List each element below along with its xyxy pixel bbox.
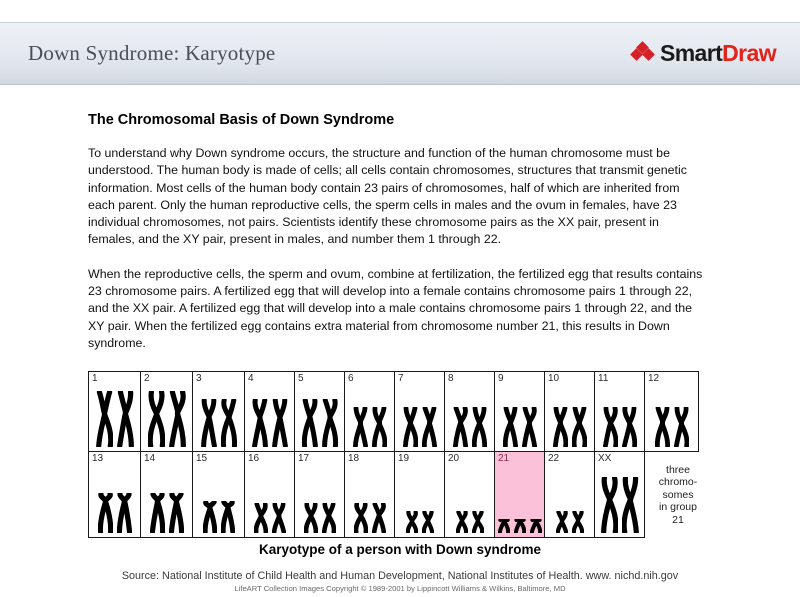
karyotype-cell-21[interactable] — [494, 451, 545, 538]
chromosome-glyph — [472, 511, 484, 533]
paragraph-2: When the reproductive cells, the sperm and ovum, combine at fertilization, the fertilized egg that results contains 23 chromosome pairs. A fertilized egg that will develop into a female contains chromosome pairs 1 through 22, and the XX pair. A fertilized egg that will develop into a male contains chromosome pairs 1 through 22, and the XY pair. When the fertilized egg contains extra material from chromosome number 21, this results in Down syndrome. — [88, 266, 703, 350]
trisomy-annotation-line: 21 — [672, 513, 684, 526]
diamond-cluster-icon — [632, 43, 653, 64]
karyotype-cell-label: 19 — [398, 453, 410, 464]
karyotype-cell-20[interactable] — [444, 451, 495, 538]
karyotype-cell-XX[interactable] — [594, 451, 645, 538]
chromosome-glyph — [272, 399, 288, 447]
chromosome-glyph — [304, 503, 318, 533]
karyotype-cell-14[interactable] — [140, 451, 193, 538]
chromosome-pair — [495, 407, 544, 447]
chromosome-pair — [89, 391, 140, 447]
chromosome-pair — [595, 477, 644, 533]
karyotype-cell-label: 10 — [548, 373, 560, 384]
karyotype-cell-label: 3 — [196, 373, 202, 384]
trisomy-annotation-line: three — [666, 463, 690, 476]
chromosome-glyph — [254, 503, 268, 533]
chromosome-glyph — [221, 399, 237, 447]
page-header — [0, 22, 800, 85]
karyotype-cell-11[interactable] — [594, 371, 645, 452]
chromosome-glyph — [603, 407, 618, 447]
chromosome-glyph — [353, 407, 368, 447]
karyotype-cell-2[interactable] — [140, 371, 193, 452]
karyotype-cell-label: 9 — [498, 373, 504, 384]
chromosome-glyph — [655, 407, 670, 447]
chromosome-pair — [295, 399, 344, 447]
chromosome-pair — [345, 407, 394, 447]
chromosome-glyph — [117, 493, 132, 533]
karyotype-cell-label: 17 — [298, 453, 310, 464]
chromosome-glyph — [453, 407, 468, 447]
chromosome-glyph — [272, 503, 286, 533]
karyotype-cell-8[interactable] — [444, 371, 495, 452]
karyotype-cell-label: 5 — [298, 373, 304, 384]
chromosome-glyph — [622, 407, 637, 447]
section-heading: The Chromosomal Basis of Down Syndrome — [88, 112, 395, 128]
karyotype-cell-18[interactable] — [344, 451, 395, 538]
chromosome-glyph — [203, 501, 217, 533]
chromosome-glyph — [117, 391, 134, 447]
chromosome-glyph — [96, 391, 113, 447]
smartdraw-logo — [632, 40, 776, 67]
chromosome-glyph — [403, 407, 418, 447]
karyotype-cell-label: 21 — [498, 453, 510, 464]
chromosome-pair — [245, 399, 294, 447]
chromosome-pair — [445, 407, 494, 447]
chromosome-glyph — [422, 407, 437, 447]
karyotype-cell-15[interactable] — [192, 451, 245, 538]
karyotype-cell-label: 22 — [548, 453, 560, 464]
chromosome-glyph — [252, 399, 268, 447]
chromosome-pair — [193, 399, 244, 447]
karyotype-cell-9[interactable] — [494, 371, 545, 452]
figure-source: Source: National Institute of Child Health and Human Development, National Institutes of Health. www. nichd.nih.gov — [121, 570, 679, 582]
chromosome-glyph — [322, 399, 338, 447]
karyotype-cell-label: 18 — [348, 453, 360, 464]
karyotype-cell-label: XX — [598, 453, 612, 464]
karyotype-cell-6[interactable] — [344, 371, 395, 452]
chromosome-glyph — [572, 407, 587, 447]
chromosome-glyph — [601, 477, 618, 533]
karyotype-cell-10[interactable] — [544, 371, 595, 452]
chromosome-glyph — [522, 407, 537, 447]
karyotype-cell-label: 11 — [598, 373, 609, 384]
karyotype-cell-17[interactable] — [294, 451, 345, 538]
chromosome-pair — [89, 493, 140, 533]
karyotype-cell-label: 4 — [248, 373, 254, 384]
chromosome-glyph — [406, 511, 418, 533]
figure-copyright: LifeART Collection Images Copyright © 1989-2001 by Lippincott Williams & Wilkins, Baltimore, MD — [234, 584, 566, 593]
chromosome-glyph — [221, 501, 235, 533]
karyotype-cell-4[interactable] — [244, 371, 295, 452]
chromosome-pair — [445, 511, 494, 533]
trisomy-annotation — [644, 452, 706, 538]
chromosome-glyph — [150, 493, 165, 533]
karyotype-cell-label: 20 — [448, 453, 460, 464]
chromosome-glyph — [503, 407, 518, 447]
chromosome-pair — [345, 503, 394, 533]
karyotype-cell-label: 8 — [448, 373, 454, 384]
paragraph-1: To understand why Down syndrome occurs, the structure and function of the human chromosome must be understood. The human body is made of cells; all cells contain chromosomes, structures that transmit genetic information. Most cells of the human body contain 23 pairs of chromosomes, half of which are inherited from each parent. Only the human reproductive cells, the sperm cells in males and the ovum in females, have 23 individual chromosomes, not pairs. Scientists identify these chromosome pairs as the XX pair, present in females, and the XY pair, present in males, and number them 1 through 22. — [88, 146, 687, 247]
chromosome-glyph — [674, 407, 689, 447]
chromosome-glyph — [322, 503, 336, 533]
karyotype-cell-label: 12 — [648, 373, 660, 384]
karyotype-cell-label: 14 — [144, 453, 156, 464]
chromosome-glyph — [302, 399, 318, 447]
brand-name-smart: Smart — [659, 40, 723, 66]
brand-wordmark — [660, 40, 776, 67]
karyotype-cell-label: 1 — [92, 373, 98, 384]
chromosome-glyph — [372, 503, 386, 533]
chromosome-glyph — [422, 511, 434, 533]
chromosome-pair — [395, 407, 444, 447]
chromosome-pair — [545, 511, 594, 533]
chromosome-glyph — [622, 477, 639, 533]
trisomy-annotation-line: in group — [659, 501, 697, 514]
chromosome-glyph — [98, 493, 113, 533]
page-title: Down Syndrome: Karyotype — [28, 41, 276, 65]
chromosome-glyph — [530, 519, 542, 533]
chromosome-glyph — [472, 407, 487, 447]
chromosome-pair — [495, 519, 544, 533]
karyotype-row-1 — [88, 371, 710, 452]
karyotype-cell-22[interactable] — [544, 451, 595, 538]
chromosome-pair — [645, 407, 698, 447]
figure-caption: Karyotype of a person with Down syndrome — [258, 542, 542, 557]
karyotype-cell-19[interactable] — [394, 451, 445, 538]
karyotype-cell-label: 13 — [92, 453, 104, 464]
article-body — [88, 112, 708, 352]
chromosome-glyph — [514, 519, 526, 533]
chromosome-pair — [595, 407, 644, 447]
chromosome-glyph — [456, 511, 468, 533]
chromosome-glyph — [354, 503, 368, 533]
karyotype-cell-13[interactable] — [88, 451, 141, 538]
chromosome-pair — [193, 501, 244, 533]
karyotype-figure — [88, 371, 710, 538]
karyotype-cell-3[interactable] — [192, 371, 245, 452]
chromosome-pair — [141, 493, 192, 533]
chromosome-pair — [245, 503, 294, 533]
chromosome-pair — [395, 511, 444, 533]
karyotype-cell-label: 2 — [144, 373, 150, 384]
chromosome-glyph — [556, 511, 568, 533]
trisomy-annotation-line: chromo- — [658, 476, 698, 489]
chromosome-pair — [545, 407, 594, 447]
chromosome-pair — [295, 503, 344, 533]
chromosome-pair — [141, 391, 192, 447]
karyotype-cell-label: 6 — [348, 373, 354, 384]
karyotype-cell-label: 16 — [248, 453, 260, 464]
karyotype-cell-label: 15 — [196, 453, 208, 464]
karyotype-row-2 — [88, 452, 710, 538]
karyotype-cell-16[interactable] — [244, 451, 295, 538]
brand-name-draw: Draw — [722, 40, 776, 66]
karyotype-cell-12[interactable] — [644, 371, 699, 452]
chromosome-glyph — [498, 519, 510, 533]
chromosome-glyph — [553, 407, 568, 447]
karyotype-cell-5[interactable] — [294, 371, 345, 452]
karyotype-cell-1[interactable] — [88, 371, 141, 452]
chromosome-glyph — [572, 511, 584, 533]
karyotype-cell-7[interactable] — [394, 371, 445, 452]
chromosome-glyph — [169, 391, 186, 447]
chromosome-glyph — [201, 399, 217, 447]
chromosome-glyph — [148, 391, 165, 447]
karyotype-cell-label: 7 — [398, 373, 404, 384]
chromosome-glyph — [372, 407, 387, 447]
chromosome-glyph — [169, 493, 184, 533]
trisomy-annotation-line: somes — [662, 488, 694, 501]
